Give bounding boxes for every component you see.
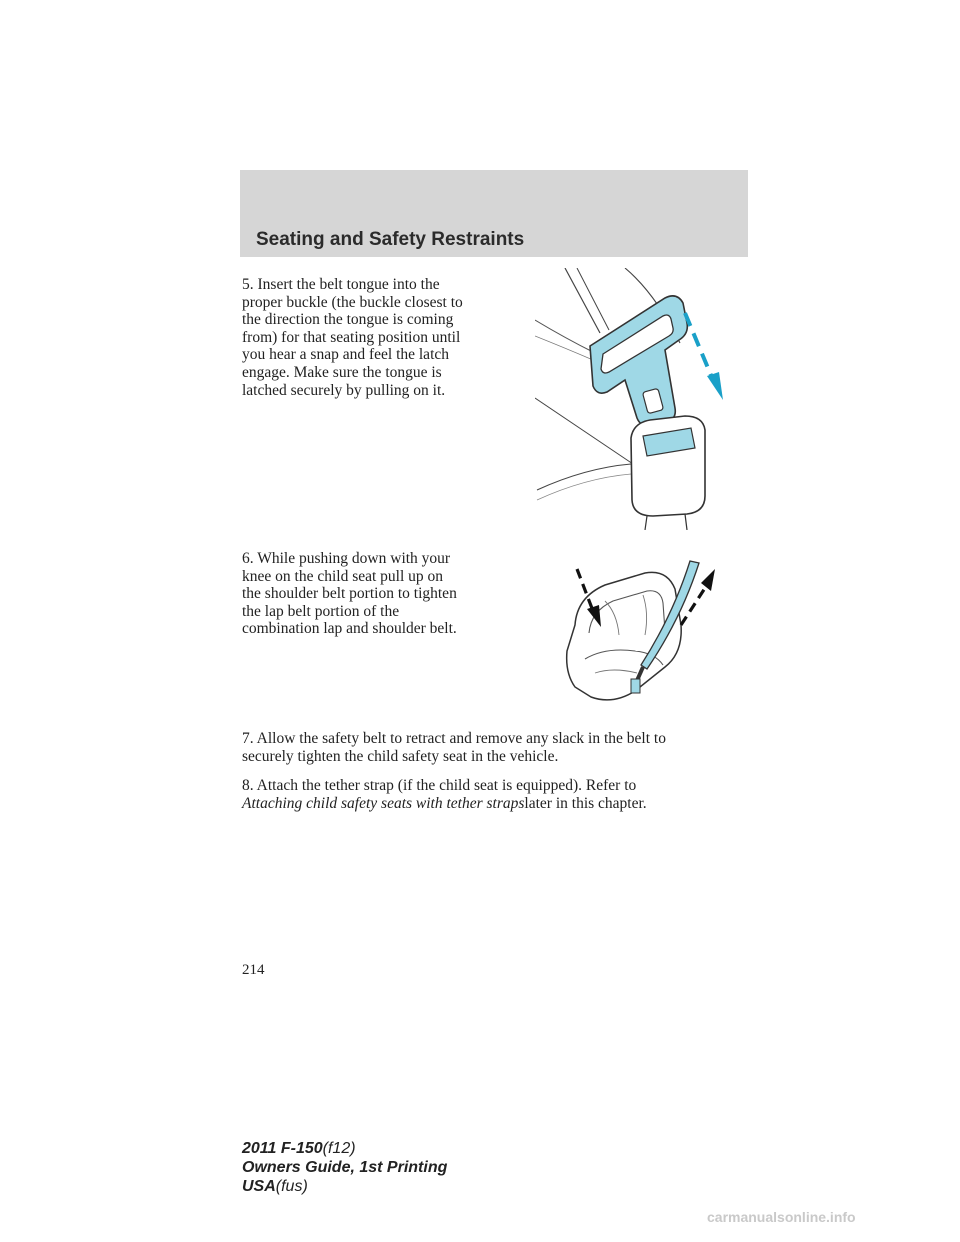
section-title: Seating and Safety Restraints [256,229,525,250]
step-5-line: 5. Insert the belt tongue into the [242,276,440,293]
step-8-line: 8. Attach the tether strap (if the child seat is equipped). Refer to [242,777,637,794]
step-7-text [242,730,742,765]
step-8-trailing-text: later in this chapter. [524,794,647,812]
footer-model-code: (f12) [322,1140,356,1157]
step-5-text [242,276,512,399]
step-6-line: combination lap and shoulder belt. [242,620,457,638]
child-seat-illustration [555,555,725,710]
cross-reference-link-text: Attaching child safety seats with tether straps [242,794,525,812]
page-number: 214 [242,962,265,978]
step-5-line: from) for that seating position until [242,328,461,346]
belt-tongue [590,296,687,426]
step-5-line: the direction the tongue is coming [242,311,454,329]
step-7-line: 7. Allow the safety belt to retract and remove any slack in the belt to [242,730,666,747]
step-5-line: latched securely by pulling on it. [242,381,446,399]
step-7-line: securely tighten the child safety seat in the vehicle. [242,747,559,765]
step-6-text [242,550,512,638]
step-6-line: the lap belt portion of the [242,602,400,620]
footer-model: 2011 F-150 [242,1140,323,1157]
footer-guide: Owners Guide, 1st Printing [242,1159,448,1176]
step-6-line: the shoulder belt portion to tighten [242,585,457,603]
step-8-line-2 [242,795,742,813]
watermark: carmanualsonline.info [707,1209,856,1225]
step-5-line: engage. Make sure the tongue is [242,363,442,381]
step-5-line: proper buckle (the buckle closest to [242,293,463,311]
insert-direction-arrow-icon [685,313,723,400]
step-6-line: 6. While pushing down with your [242,550,451,567]
step-8-text [242,777,742,812]
footer-market: USA [242,1178,276,1195]
step-5-line: you hear a snap and feel the latch [242,346,450,364]
belt-buckle-illustration [535,268,735,530]
step-6-line: knee on the child seat pull up on [242,567,444,585]
footer-market-code: (fus) [275,1178,308,1195]
print-footer [242,1139,447,1196]
buckle [631,416,705,530]
